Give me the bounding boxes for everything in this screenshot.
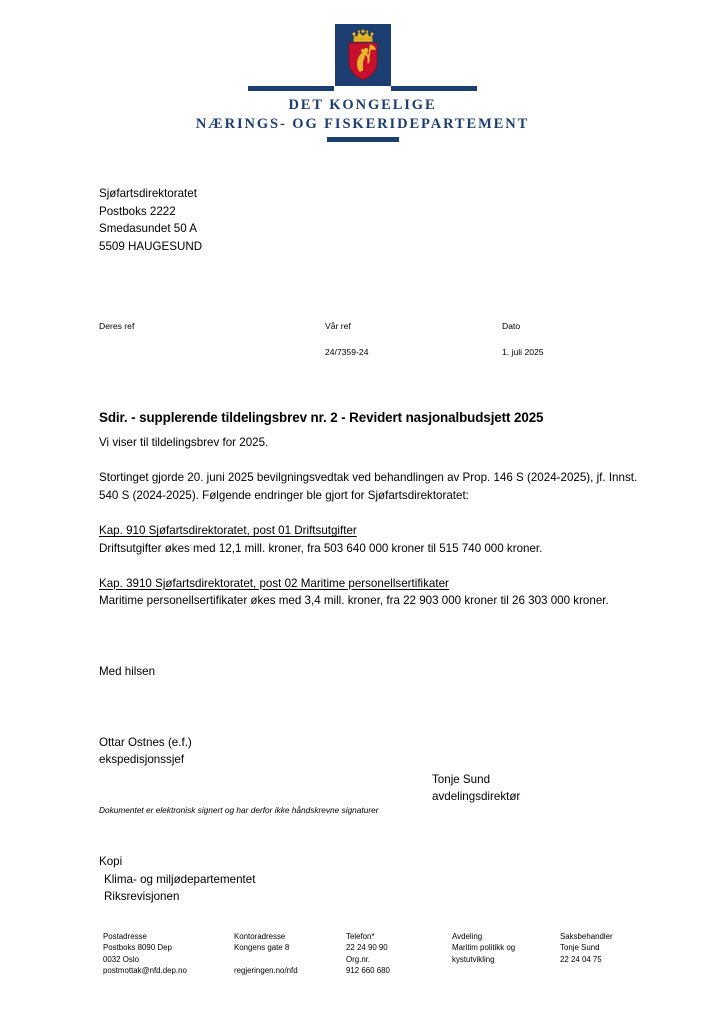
footer-telephone-column	[346, 931, 390, 976]
section-1-heading: Kap. 910 Sjøfartsdirektoratet, post 01 Driftsutgifter	[99, 523, 357, 537]
signer-secondary-title: avdelingsdirektør	[432, 790, 521, 804]
intro-paragraph: Vi viser til tildelingsbrev for 2025.	[99, 436, 269, 449]
top-rule-right-bar	[391, 86, 477, 91]
addressee-block	[99, 185, 202, 255]
their-ref-label: Deres ref	[99, 321, 135, 331]
department-line-2: NÆRINGS- OG FISKERIDEPARTEMENT	[195, 115, 530, 132]
footer-caseworker-name: Tonje Sund	[560, 943, 600, 953]
storting-paragraph: Stortinget gjorde 20. juni 2025 bevilgningsvedtak ved behandlingen av Prop. 146 S (2024-2025), jf. Innst. 540 S (2024-2025). Følgende endringer ble gjort for Sjøfartsdirektoratet:	[99, 471, 638, 502]
footer-website[interactable]: regjeringen.no/nfd	[234, 965, 298, 975]
signature-disclaimer: Dokumentet er elektronisk signert og har derfor ikke håndskrevne signaturer	[99, 805, 379, 815]
our-ref-column	[325, 318, 369, 361]
footer-office-address-column	[234, 931, 298, 976]
crest-container	[0, 24, 725, 86]
our-ref-value: 24/7359-24	[325, 347, 369, 357]
department-name	[0, 96, 725, 134]
footer-caseworker-label: Saksbehandler	[560, 932, 613, 941]
signer-secondary-name: Tonje Sund	[432, 772, 491, 786]
footer-orgnr-value: 912 660 680	[346, 965, 390, 975]
page-title: Sdir. - supplerende tildelingsbrev nr. 2 - Revidert nasjonalbudsjett 2025	[99, 410, 544, 425]
closing-greeting: Med hilsen	[99, 665, 156, 678]
letterhead-top-rule	[0, 86, 725, 91]
section-2-heading: Kap. 3910 Sjøfartsdirektoratet, post 02 Maritime personellsertifikater	[99, 576, 449, 590]
section-1-body: Driftsutgifter økes med 12,1 mill. kroner, fra 503 640 000 kroner til 515 740 000 kroner.	[99, 541, 543, 555]
addressee-pobox: Postboks 2222	[99, 204, 176, 218]
footer-email[interactable]: postmottak@nfd.dep.no	[103, 965, 187, 975]
paragraph-spacer	[99, 504, 659, 522]
signer-primary-title: ekspedisjonssjef	[99, 753, 185, 767]
footer-telephone-number: 22 24 90 90	[346, 943, 388, 953]
letterhead-bottom-rule	[0, 137, 725, 142]
letterhead	[0, 24, 725, 142]
copy-recipient: Riksrevisjonen	[104, 890, 180, 904]
footer-caseworker-column	[560, 931, 613, 965]
copies-block	[99, 853, 255, 906]
footer-caseworker-phone: 22 24 04 75	[560, 954, 602, 964]
our-ref-label: Vår ref	[325, 321, 351, 331]
section-2-body: Maritime personellsertifikater økes med 3,4 mill. kroner, fra 22 903 000 kroner til 26 303 000 kroner.	[99, 594, 609, 608]
addressee-name: Sjøfartsdirektoratet	[99, 187, 197, 200]
paragraph-spacer	[99, 452, 659, 470]
footer-division-label: Avdeling	[452, 932, 483, 941]
norwegian-coat-of-arms-icon	[340, 26, 386, 84]
copies-label: Kopi	[99, 855, 123, 868]
footer-office-label: Kontoradresse	[234, 932, 286, 941]
footer-postal-label: Postadresse	[103, 932, 147, 941]
footer-postal-line-2: 0032 Oslo	[103, 954, 139, 964]
date-value: 1. juli 2025	[502, 347, 544, 357]
footer-postal-address-column	[103, 931, 187, 976]
letter-body	[99, 409, 659, 610]
footer-division-line-1: Maritim politikk og	[452, 943, 516, 953]
bottom-rule-bar	[327, 137, 399, 142]
footer-postal-line-1: Postboks 8090 Dep	[103, 943, 172, 953]
paragraph-spacer	[99, 557, 659, 575]
footer-office-line-1: Kongens gate 8	[234, 943, 290, 953]
signer-primary-name: Ottar Ostnes (e.f.)	[99, 735, 192, 749]
department-line-1: DET KONGELIGE	[288, 97, 437, 113]
their-ref-column	[99, 318, 134, 344]
copy-recipient: Klima- og miljødepartementet	[104, 872, 256, 886]
date-column	[502, 318, 544, 361]
addressee-street: Smedasundet 50 A	[99, 222, 197, 235]
footer-spacer	[234, 954, 298, 965]
addressee-postal-city: 5509 HAUGESUND	[99, 239, 203, 253]
top-rule-left-bar	[248, 86, 334, 91]
signer-secondary	[432, 771, 520, 806]
signature-block	[99, 663, 659, 804]
date-label: Dato	[502, 321, 521, 331]
footer-division-column	[452, 931, 515, 965]
signers	[99, 734, 659, 804]
footer-orgnr-label: Org.nr.	[346, 954, 371, 964]
footer-division-line-2: kystutvikling	[452, 954, 495, 964]
signer-primary	[99, 734, 192, 769]
footer-telephone-label: Telefon*	[346, 932, 375, 941]
